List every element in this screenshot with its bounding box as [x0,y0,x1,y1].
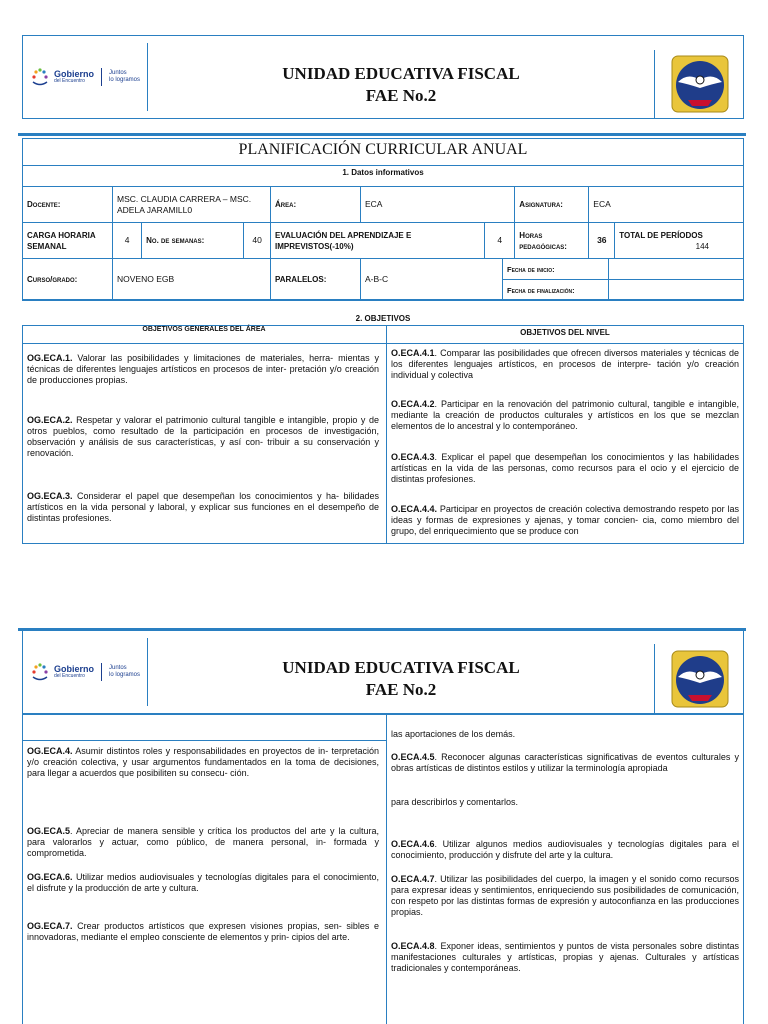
o-eca-4-5: O.ECA.4.5. Reconocer algunas características significativas de eventos culturales y obras artísticas de distintos estilos y utilizar la terminología apropiada [391,752,739,773]
area-value: ECA [361,187,515,223]
o-eca-4-8: O.ECA.4.8. Exponer ideas, sentimientos y puntos de vista personales sobre distintas manifestaciones culturales y artísticas, propias y ajenas. Culturales y artísticas tradicionales y contemporáneas. [391,941,739,973]
section2-title: 2. OBJETIVOS [355,314,411,323]
fae-crest-icon [670,649,730,709]
og-eca-6: OG.ECA.6. Utilizar medios audiovisuales y tecnologías digitales para el conocimiento, el disfrute y la producción de arte y cultura. [27,872,379,893]
curso-label: Curso/grado: [23,259,113,301]
logo-sub-text: del Encuentro [54,78,85,84]
school-title-p2 [148,657,654,701]
fae-crest-p2 [654,644,744,714]
fecha-inicio-value[interactable] [609,259,744,280]
logo-sub-text-p2: del Encuentro [54,673,85,679]
o-eca-4-4: O.ECA.4.4. Participar en proyectos de creación colectiva demostrando respeto por las ideas y formas de expresiones y ajenas, y tomar concien- cia, como miembro del grupo, del enriquecimiento que se produce con [391,504,739,536]
o-eca-4-7: O.ECA.4.7. Utilizar las posibilidades del cuerpo, la imagen y el sonido como recursos para expresar ideas y sentimientos, enriqueciendo sus posibilidades de comunicación, con respeto por las distintas formas de expresión y autoconfianza en las producciones propias. [391,874,739,917]
og-eca-4: OG.ECA.4. Asumir distintos roles y responsabilidades en proyectos de in- terpretación y/o creación colectiva, y usar argumentos fundamentados en la toma de decisiones, para llegar a acuerdos que posibiliten su consecu- ción. [27,746,379,778]
paralelos-value: A-B-C [361,259,503,301]
fecha-inicio-label: Fecha de inicio: [503,259,609,280]
og-eca-1: OG.ECA.1. Valorar las posibilidades y limitaciones de materiales, herra- mientas y técnicas de diferentes lenguajes artísticos en procesos de inter- pretación y/o creación de producciones propias. [27,353,379,385]
school-title-line2: FAE No.2 [365,86,437,105]
gobierno-emblem-icon [30,662,50,682]
fecha-fin-value[interactable] [609,280,744,301]
col-general-header: OBJETIVOS GENERALES DEL ÁREA [142,326,266,333]
o-eca-4-2: O.ECA.4.2. Participar en la renovación del patrimonio cultural, tangible e intangible, mediante la creación de productos culturales y artísticos en los que se mezclan elementos de lo ancestral y lo contemporáneo. [391,399,739,431]
evaluacion-label: EVALUACIÓN DEL APRENDIZAJE E IMPREVISTOS(-10%) [271,223,485,259]
total-value: 144 [695,241,709,251]
gobierno-logo-p2 [22,638,148,706]
col-nivel-header: OBJETIVOS DEL NIVEL [520,328,610,337]
school-title-line1: UNIDAD EDUCATIVA FISCAL [282,64,520,83]
o-eca-4-1: O.ECA.4.1. Comparar las posibilidades que ofrecen diversos materiales y técnicas de los diferentes lenguajes artísticos, en procesos de interpre- tación y/o creación individual y colectiva [391,348,739,380]
carga-value: 4 [113,223,142,259]
asignatura-value: ECA [589,187,744,223]
o-eca-4-5-cont: para describirlos y comentarlos. [391,797,519,807]
school-title-line2-p2: FAE No.2 [365,680,437,699]
fae-crest [654,50,744,118]
semanas-value: 40 [244,223,271,259]
gobierno-logo [22,43,148,111]
logo-right-2: lo logramos [109,77,141,83]
page1-divider [18,133,746,136]
horas-value: 36 [589,223,615,259]
o-eca-4-4-continuation: las aportaciones de los demás. [391,729,516,739]
og-eca-3: OG.ECA.3. Considerar el papel que desempeñan los conocimientos y ha- bilidades artísticos en la vida personal y laboral, y explicar sus funciones en el desempeño de distintas profesiones. [27,491,379,523]
total-label: TOTAL DE PERÍODOS [619,230,703,240]
logo-right-1-p2: Juntos [109,665,127,672]
logo-main-text: Gobierno [54,69,94,79]
og-eca-7: OG.ECA.7. Crear productos artísticos que expresen visiones propias, sen- sibles e innovadoras, mediante el empleo consciente de elementos y prin- cipios del arte. [27,921,379,942]
plan-title: PLANIFICACIÓN CURRICULAR ANUAL [238,141,528,158]
og-eca-2: OG.ECA.2. Respetar y valorar el patrimonio cultural tangible e intangible, propio y de otros pueblos, como resultado de la participación en procesos de investigación, observación y análisis de sus características, y así con- tribuir a su conservación y renovación. [27,415,379,458]
fecha-fin-label: Fecha de finalización: [503,280,609,301]
school-title-line1-p2: UNIDAD EDUCATIVA FISCAL [282,658,520,677]
evaluacion-value: 4 [485,223,515,259]
carga-label: CARGA HORARIA SEMANAL [23,223,113,259]
o-eca-4-3: O.ECA.4.3. Explicar el papel que desempeñan los conocimientos y las habilidades artísticas en la vida de las personas, como recursos para el ocio y el ejercicio de distintas profesiones. [391,452,739,484]
fae-crest-icon [670,54,730,114]
og-eca-5: OG.ECA.5. Apreciar de manera sensible y crítica los productos del arte y la cultura, para valorarlos y actuar, como público, de manera personal, in- formada y comprometida. [27,826,379,858]
curso-table [22,258,744,301]
datos-table [22,186,744,259]
docente-label: Docente: [23,187,113,223]
logo-right-1: Juntos [109,70,127,77]
school-title [148,63,654,107]
curso-value: NOVENO EGB [113,259,271,301]
semanas-label: No. de semanas: [142,223,244,259]
area-label: Área: [271,187,361,223]
logo-right-2-p2: lo logramos [109,672,141,678]
asignatura-label: Asignatura: [515,187,589,223]
o-eca-4-6: O.ECA.4.6. Utilizar algunos medios audiovisuales y tecnologías digitales para el conocimiento, producción y disfrute del arte y la cultura. [391,839,739,860]
total-periodos [615,223,744,259]
gobierno-emblem-icon [30,67,50,87]
section1-title: 1. Datos informativos [342,168,424,177]
logo-main-text-p2: Gobierno [54,664,94,674]
paralelos-label: PARALELOS: [271,259,361,301]
horas-label: Horas pedagógicas: [515,223,589,259]
docente-value: MSC. CLAUDIA CARRERA – MSC. ADELA JARAMILL0 [113,187,271,223]
